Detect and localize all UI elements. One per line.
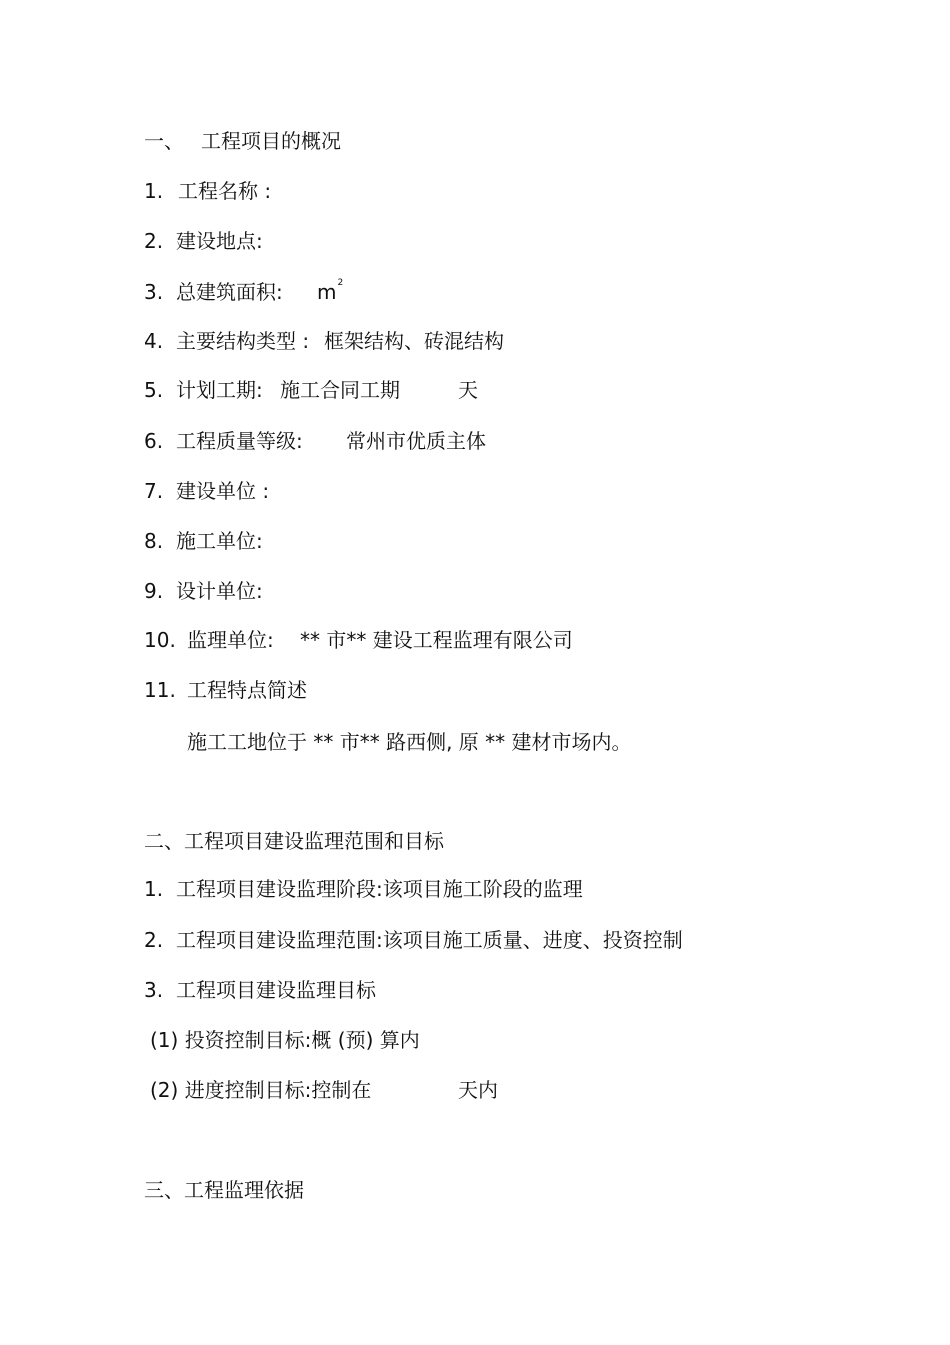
item-value: 施工合同工期 xyxy=(280,378,400,402)
item-number: 4. xyxy=(144,329,164,353)
item-value: 框架结构、砖混结构 xyxy=(324,329,504,353)
item-label: 主要结构类型 : xyxy=(176,329,310,353)
list-item xyxy=(144,677,307,703)
section-3-heading: 三、工程监理依据 xyxy=(144,1178,304,1202)
item-label: 计划工期: xyxy=(176,378,263,402)
list-item xyxy=(144,278,344,305)
list-item xyxy=(144,876,583,902)
item-number: 6. xyxy=(144,429,164,453)
item-value: ** 市** 建设工程监理有限公司 xyxy=(300,628,573,652)
item-number: 2. xyxy=(144,229,164,253)
item-number: 7. xyxy=(144,479,164,503)
item-label: 总建筑面积: xyxy=(176,280,283,304)
item-suffix: 天 xyxy=(458,378,478,402)
item-label: 建设地点: xyxy=(176,229,263,253)
item-label: 工程名称 : xyxy=(178,179,272,203)
item-text: 工程项目建设监理目标 xyxy=(176,978,376,1002)
item-value: 常州市优质主体 xyxy=(346,429,486,453)
heading-text: 工程项目的概况 xyxy=(201,129,341,153)
project-description: 施工工地位于 ** 市** 路西侧, 原 ** 建材市场内。 xyxy=(187,730,632,754)
list-item xyxy=(144,528,263,554)
list-item xyxy=(144,977,376,1003)
list-item xyxy=(144,478,270,504)
list-item xyxy=(144,377,478,403)
item-text: 工程项目建设监理范围:该项目施工质量、进度、投资控制 xyxy=(176,928,683,952)
sub-item: (1) 投资控制目标:概 (预) 算内 xyxy=(150,1028,420,1052)
list-item xyxy=(144,328,504,354)
item-number: 2. xyxy=(144,928,164,952)
unit-exponent: 2 xyxy=(337,278,344,288)
item-label: 监理单位: xyxy=(187,628,274,652)
item-number: 5. xyxy=(144,378,164,402)
item-number: 3. xyxy=(144,978,164,1002)
item-number: 1. xyxy=(144,877,164,901)
list-item xyxy=(144,627,573,653)
item-number: 3. xyxy=(144,280,164,304)
item-label: 建设单位 : xyxy=(176,479,270,503)
item-label: 工程特点简述 xyxy=(187,678,307,702)
sub-item xyxy=(150,1077,498,1103)
sub-item-text: (2) 进度控制目标:控制在 xyxy=(150,1078,372,1102)
section-2-heading: 二、工程项目建设监理范围和目标 xyxy=(144,829,444,853)
item-label: 工程质量等级: xyxy=(176,429,303,453)
sub-item-suffix: 天内 xyxy=(458,1078,498,1102)
item-number: 10. xyxy=(144,628,176,652)
area-unit xyxy=(317,279,343,310)
item-label: 施工单位: xyxy=(176,529,263,553)
item-number: 9. xyxy=(144,579,164,603)
item-number: 11. xyxy=(144,678,176,702)
item-number: 1. xyxy=(144,179,164,203)
list-item xyxy=(144,578,263,604)
list-item xyxy=(144,428,486,454)
item-text: 工程项目建设监理阶段:该项目施工阶段的监理 xyxy=(176,877,583,901)
unit-m: m xyxy=(317,280,337,304)
list-item xyxy=(144,927,683,953)
list-item xyxy=(144,178,272,204)
item-number: 8. xyxy=(144,529,164,553)
list-item xyxy=(144,228,263,254)
item-label: 设计单位: xyxy=(176,579,263,603)
heading-number: 一、 xyxy=(144,129,184,153)
section-1-heading xyxy=(144,128,341,154)
